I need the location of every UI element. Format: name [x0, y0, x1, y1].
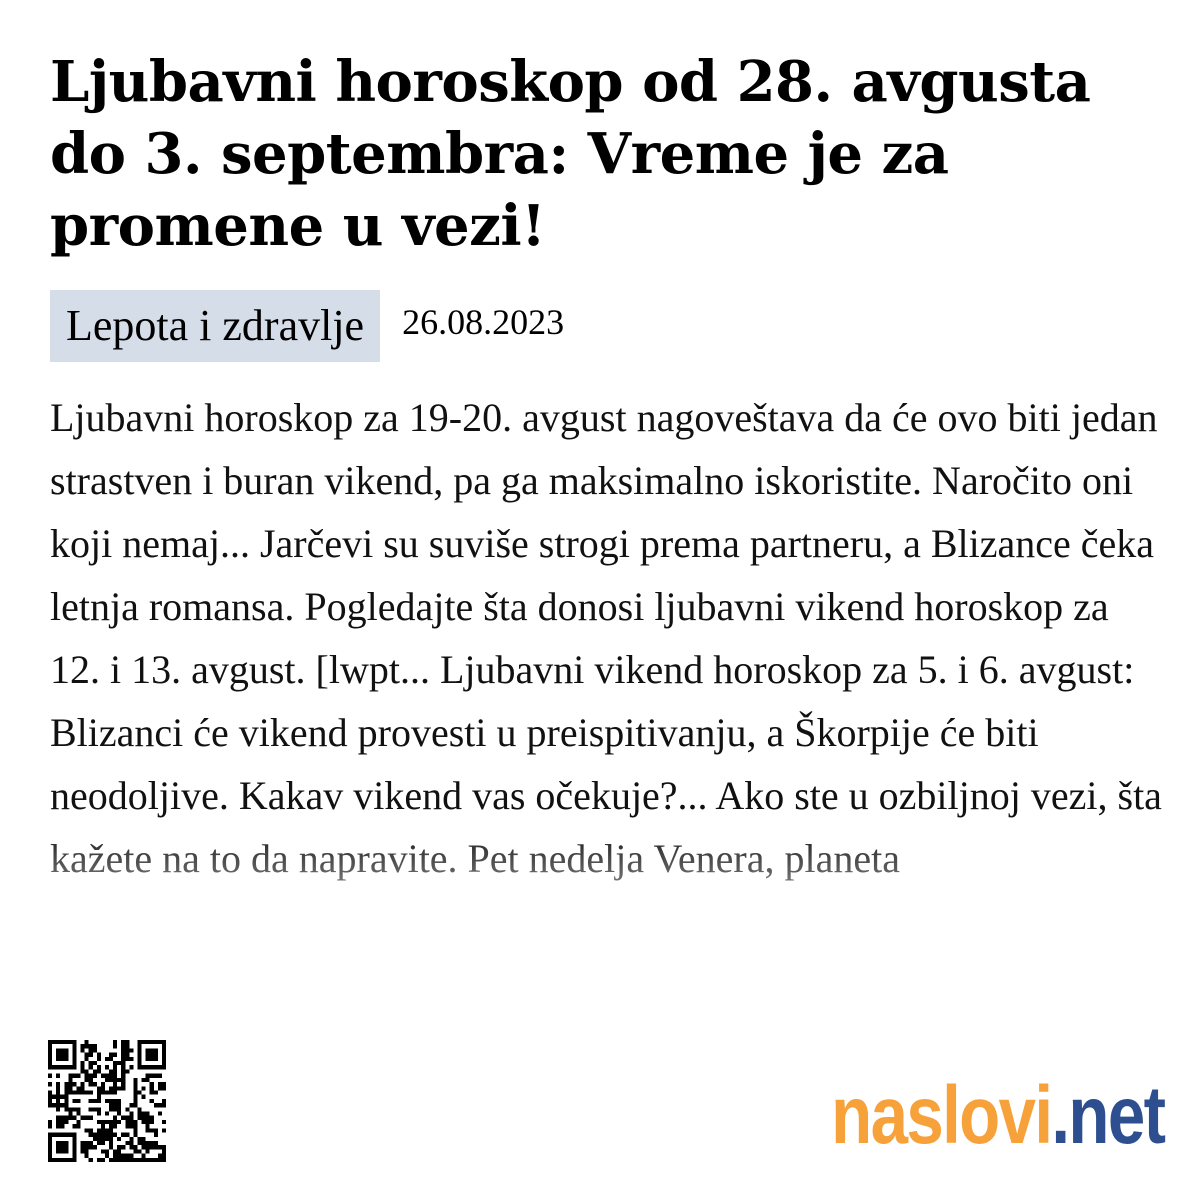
logo-tld: .net — [1051, 1070, 1164, 1161]
naslovi-logo[interactable] — [831, 1068, 1164, 1164]
category-badge[interactable]: Lepota i zdravlje — [50, 290, 380, 362]
excerpt-text: Ljubavni horoskop za 19-20. avgust nagoveštava da će ovo biti jedan strastven i buran vikend, pa ga maksimalno iskoristite. Naročito oni koji nemaj... Jarčevi su suviše strogi prema partneru, a Blizance čeka letnja romansa. Pogledajte šta donosi ljubavni vikend horoskop za 12. i 13. avgust. [lwpt... Ljubavni vikend horoskop za 5. i 6. avgust: Blizanci će vikend provesti u preispitivanju, a Škorpije će biti neodoljive. Kakav vikend vas očekuje?... Ako ste u ozbiljnoj vezi, šta kažete na to da napravite. Pet nedelja Venera, planeta — [50, 386, 1165, 890]
logo-brand: naslovi — [830, 1070, 1052, 1161]
article-meta — [50, 290, 564, 362]
qr-code-icon — [48, 1040, 166, 1162]
article-title[interactable]: Ljubavni horoskop od 28. avgusta do 3. septembra: Vreme je za promene u vezi! — [50, 49, 1091, 259]
article-excerpt — [50, 386, 1165, 1016]
publish-date: 26.08.2023 — [402, 302, 565, 342]
